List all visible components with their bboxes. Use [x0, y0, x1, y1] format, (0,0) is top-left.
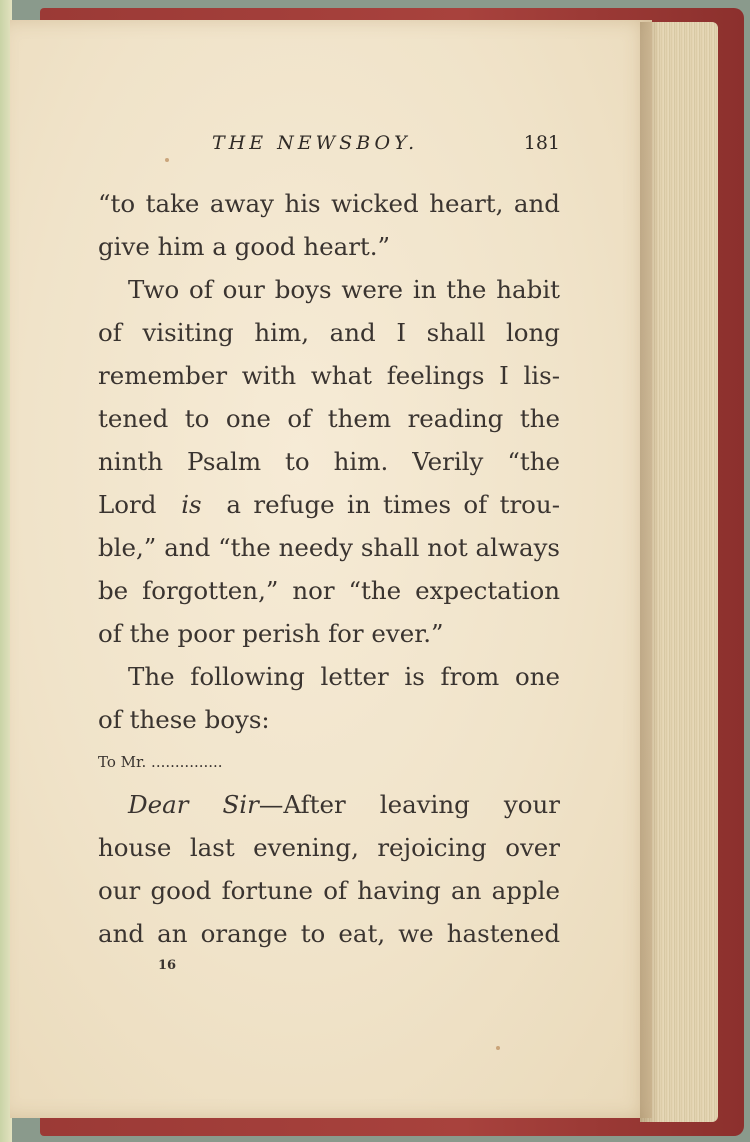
text-line: [98, 483, 560, 526]
text-line: of visiting him, and I shall long: [98, 318, 560, 347]
text-line: give him a good heart.”: [98, 232, 391, 261]
letter-recipient: To Mr. ...............: [98, 753, 223, 771]
text-line: remember with what feelings I lis-: [98, 361, 560, 390]
text-line: house last evening, rejoicing over: [98, 833, 560, 862]
paper-speck: [496, 1046, 500, 1050]
text-line: The following letter is from one: [128, 662, 560, 691]
text-line: ninth Psalm to him. Verily “the: [98, 447, 560, 476]
text-line: Two of our boys were in the habit: [128, 275, 560, 304]
text-fragment: Lord: [98, 490, 157, 519]
body-text: [98, 182, 560, 955]
italic-salutation: Dear Sir: [128, 790, 259, 819]
text-line: our good fortune of having an apple: [98, 876, 560, 905]
text-line: of the poor perish for ever.”: [98, 619, 444, 648]
running-title: THE NEWSBOY.: [212, 132, 419, 154]
text-line: ble,” and “the needy shall not always: [98, 533, 560, 562]
text-line: and an orange to eat, we hastened: [98, 919, 560, 948]
text-line: of these boys:: [98, 705, 270, 734]
text-fragment: —After leaving your: [258, 790, 560, 819]
signature-mark: 16: [158, 958, 177, 973]
text-fragment: a refuge in times of trou-: [226, 490, 560, 519]
text-line: “to take away his wicked heart, and: [98, 189, 560, 218]
italic-word: is: [181, 490, 202, 519]
page-number: 181: [523, 132, 560, 154]
text-line: [98, 783, 560, 826]
text-line: tened to one of them reading the: [98, 404, 560, 433]
gutter-shadow: [640, 22, 660, 1122]
text-line: be forgotten,” nor “the expectation: [98, 576, 560, 605]
running-head: [120, 132, 560, 162]
